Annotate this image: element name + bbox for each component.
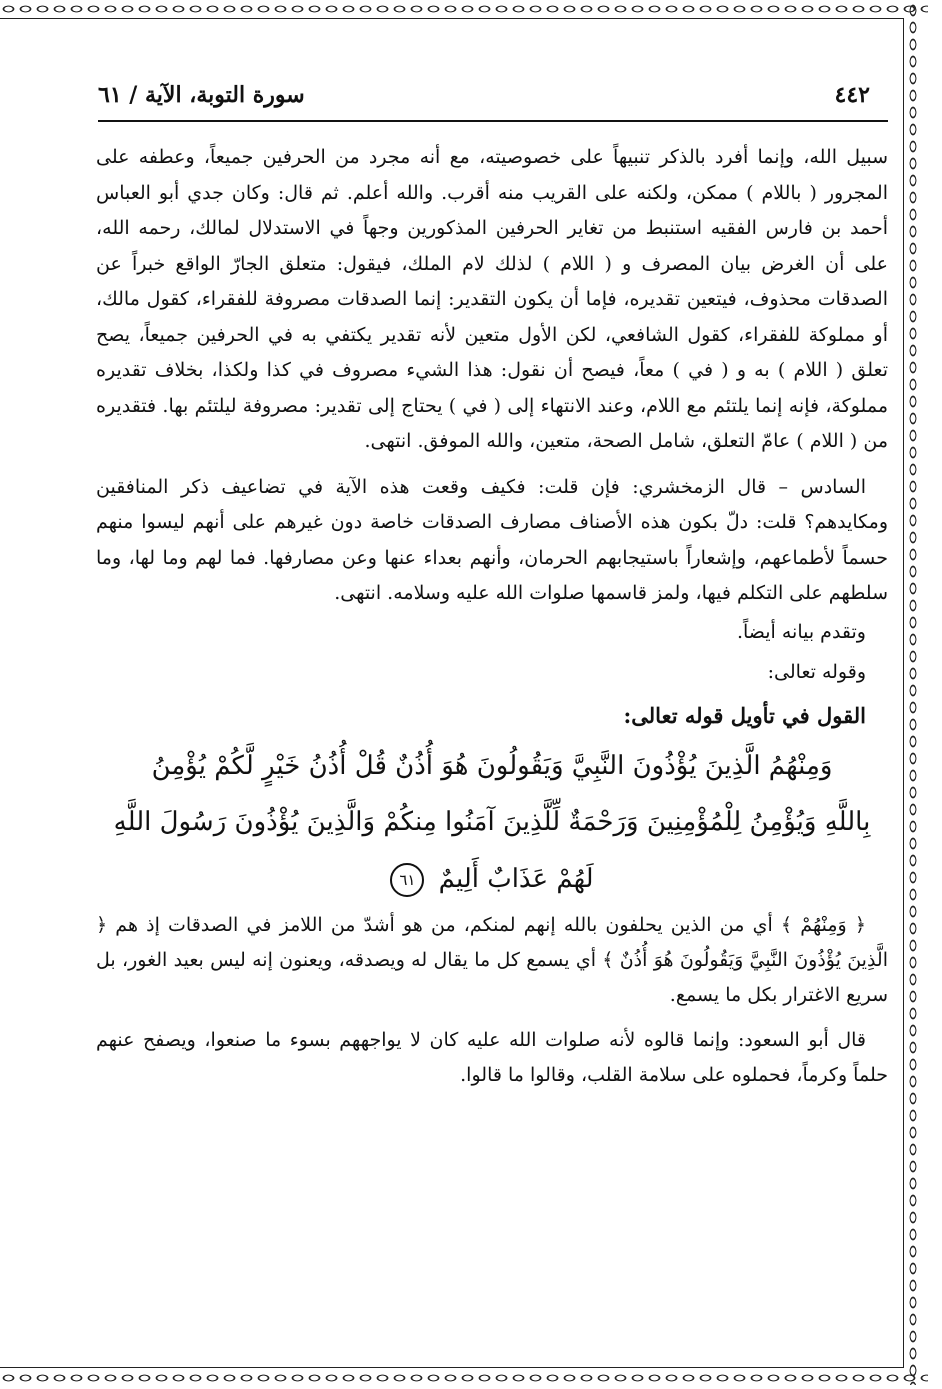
- paragraph-zamakhshari: السادس – قال الزمخشري: فإن قلت: فكيف وقعت هذه الآية في تضاعيف ذكر المنافقين ومكايدهم؟ قلت: دلّ بكون هذه الأصناف مصارف الصدقات خاصة دون غيرهم على أنهم ليسوا منهم حسماً لأطماعهم، وإشعاراً باستيجابهم الحرمان، وأنهم بعداء عنها وعن مصارفها. فما لهم وما لها، وما سلطهم على التكلم فيها، ولمز قاسمها صلوات الله عليه وسلامه. انتهى.: [96, 475, 888, 604]
- ornamental-border-right: [906, 2, 920, 1385]
- page-body: [96, 140, 888, 1093]
- ornamental-border-top: [0, 2, 928, 16]
- running-title: سورة التوبة، الآية / ٦١: [98, 82, 305, 108]
- ornamental-border-bottom: [0, 1371, 928, 1385]
- quran-verse-line-2: بِاللَّهِ وَيُؤْمِنُ لِلْمُؤْمِنِينَ وَرَحْمَةٌ لِّلَّذِينَ آمَنُوا مِنكُمْ وَالَّذِينَ يُؤْذُونَ رَسُولَ اللَّهِ: [113, 806, 871, 837]
- book-page: [92, 60, 888, 1360]
- border-rule-top: [0, 18, 904, 19]
- line-previously-explained: وتقدم بيانه أيضاً.: [736, 620, 866, 643]
- line-his-saying: وقوله تعالى:: [767, 660, 866, 683]
- paragraph-continuation: سبيل الله، وإنما أفرد بالذكر تنبيهاً على خصوصيته، مع أنه مجرد من الحرفين جميعاً، وعطفه على المجرور ( باللام ) ممكن، ولكنه على القريب منه أقرب. والله أعلم. ثم قال: وكان جدي أبو العباس أحمد بن فارس الفقيه استنبط من تغاير الحرفين المذكورين وجهاً في الاستدلال لمالك، رحمه الله، على أن الغرض بيان المصرف و ( اللام ) لذلك لام الملك، فيقول: متعلق الجارّ الواقع خبراً عن الصدقات محذوف، فيتعين تقديره، فإما أن يكون التقدير: إنما الصدقات مصروفة للفقراء، كقول مالك، أو مملوكة للفقراء، كقول الشافعي، لكن الأول متعين لأنه تقدير يكتفي به في الحرفين جميعاً، يصح تعلق ( اللام ) به و ( في ) معاً، فيصح أن نقول: هذا الشيء مصروف في كذا ولكذا، بخلاف تقديره مملوكة، فإنه إنما يلتئم مع اللام، وعند الانتهاء إلى ( في ) يحتاج إلى تقدير: مصروفة ليلتئم بها. فتقديره من ( اللام ) عامّ التعلق، شامل الصحة، متعين، والله الموفق. انتهى.: [96, 146, 889, 452]
- quran-verse-line-3: [96, 850, 888, 908]
- ayah-number-medallion: ٦١: [390, 863, 424, 897]
- page-number: ٤٤٢: [834, 82, 870, 108]
- page-header: [92, 78, 888, 120]
- header-rule: [98, 120, 888, 122]
- quran-verse-line-1: وَمِنْهُمُ الَّذِينَ يُؤْذُونَ النَّبِيَّ وَيَقُولُونَ هُوَ أُذُنٌ قُلْ أُذُنُ خَيْرٍ لَّكُمْ يُؤْمِنُ: [151, 750, 833, 781]
- section-heading: القول في تأويل قوله تعالى:: [623, 702, 866, 728]
- paragraph-commentary: ﴿ وَمِنْهُمْ ﴾ أي من الذين يحلفون بالله إنهم لمنكم، من هو أشدّ من اللامز في الصدقات إذ هم ﴿ الَّذِينَ يُؤْذُونَ النَّبِيَّ وَيَقُولُونَ هُوَ أُذُنٌ ﴾ أي يسمع كل ما يقال له ويصدقه، ويعنون إنه ليس بعيد الغور، بل سريع الاغترار بكل ما يسمع.: [96, 913, 888, 1006]
- border-rule-bottom: [0, 1367, 904, 1368]
- quran-verse-ending: لَهُمْ عَذَابٌ أَلِيمٌ: [438, 863, 594, 894]
- border-rule-right: [903, 18, 904, 1368]
- paragraph-abu-al-suud: قال أبو السعود: وإنما قالوه لأنه صلوات الله عليه كان لا يواجههم بسوء ما صنعوا، ويصفح عنهم حلماً وكرماً، فحملوه على سلامة القلب، وقالوا ما قالوا.: [96, 1028, 888, 1086]
